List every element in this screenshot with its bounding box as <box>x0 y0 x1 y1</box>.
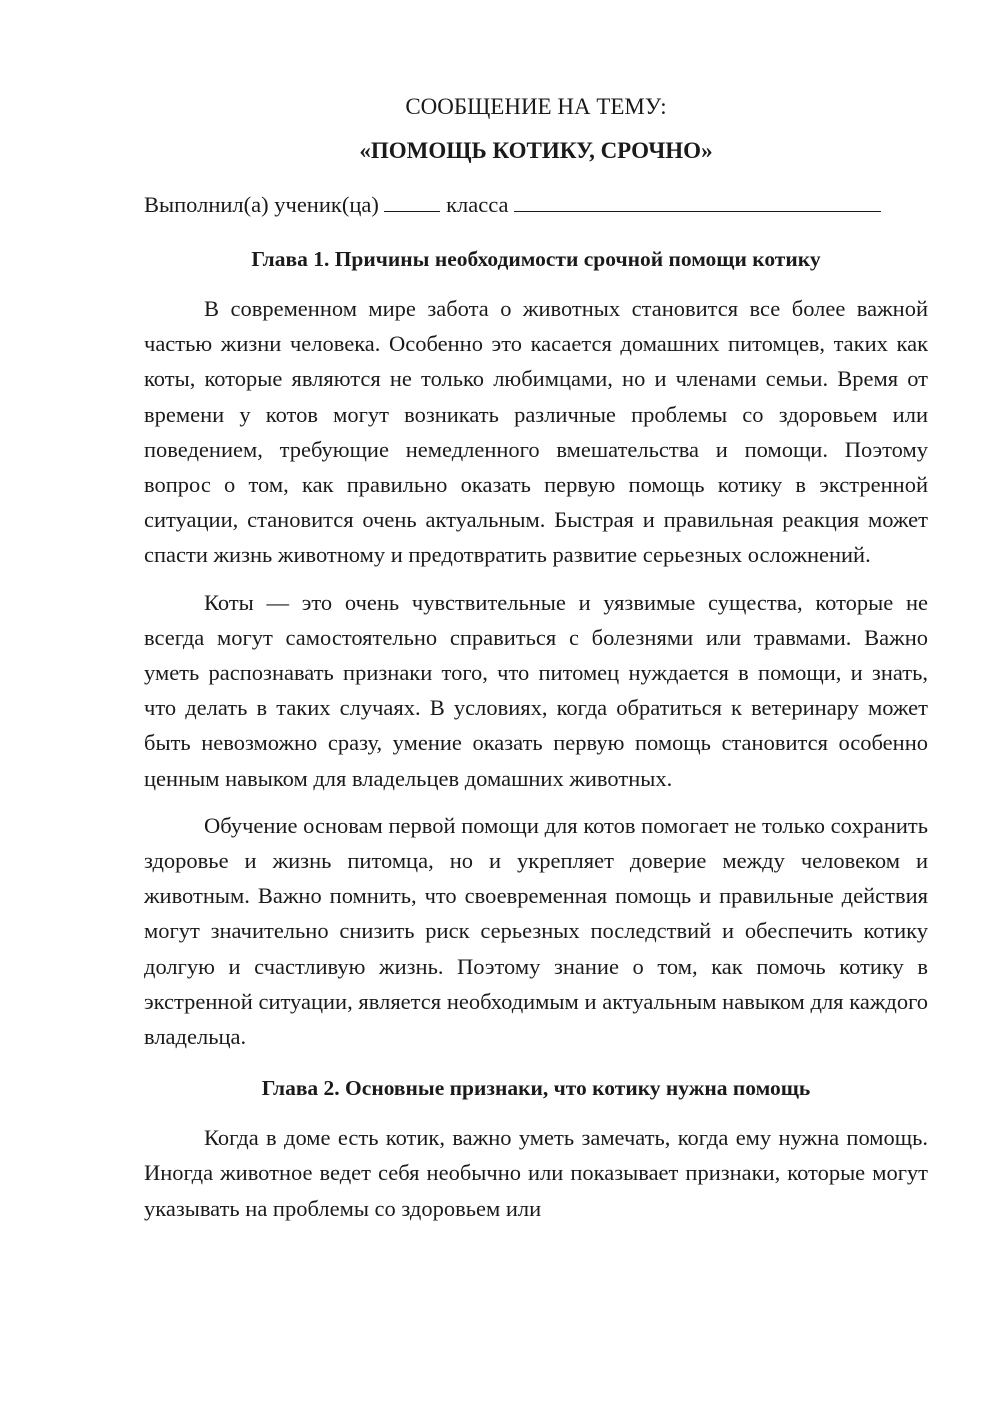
chapter-1-paragraph-1: В современном мире забота о животных становится все более важной частью жизни человека. Особенно это касается домашних питомцев, таких как коты, которые являются не только любимцами, но и членами семьи. Время от времени у котов могут возникать различные проблемы со здоровьем или поведением, требующие немедленного вмешательства и помощи. Поэтому вопрос о том, как правильно оказать первую помощь котику в экстренной ситуации, становится очень актуальным. Быстрая и правильная реакция может спасти жизнь животному и предотвратить развитие серьезных осложнений. <box>144 296 928 568</box>
chapter-1-paragraph-3: Обучение основам первой помощи для котов помогает не только сохранить здоровье и жизнь питомца, но и укрепляет доверие между человеком и животным. Важно помнить, что своевременная помощь и правильные действия могут значительно снизить риск серьезных последствий и обеспечить котику долгую и счастливую жизнь. Поэтому знание о том, как помочь котику в экстренной ситуации, является необходимым и актуальным навыком для каждого владельца. <box>144 812 928 1050</box>
document-topic-title: «ПОМОЩЬ КОТИКУ, СРОЧНО» <box>359 138 713 163</box>
name-blank-field[interactable] <box>514 191 881 212</box>
chapter-2-title: Глава 2. Основные признаки, что котику нужна помощь <box>261 1076 811 1101</box>
chapter-2-paragraph-1: Когда в доме есть котик, важно уметь замечать, когда ему нужна помощь. Иногда животное ведет себя необычно или показывает признаки, которые могут указывать на проблемы со здоровьем или <box>144 1125 928 1221</box>
grade-blank-field[interactable] <box>384 191 440 212</box>
chapter-1-paragraph-2: Коты — это очень чувствительные и уязвимые существа, которые не всегда могут самостоятельно справиться с болезнями или травмами. Важно уметь распознавать признаки того, что питомец нуждается в помощи, и знать, что делать в таких случаях. В условиях, когда обратиться к ветеринару может быть невозможно сразу, умение оказать первую помощь становится особенно ценным навыком для владельцев домашних животных. <box>144 589 928 791</box>
document-page <box>144 90 928 1226</box>
chapter-1-title: Глава 1. Причины необходимости срочной помощи котику <box>251 247 821 271</box>
class-label: класса <box>446 192 509 217</box>
performed-by-label: Выполнил(а) ученик(ца) <box>144 192 379 217</box>
document-heading: СООБЩЕНИЕ НА ТЕМУ: <box>405 94 667 119</box>
author-line <box>144 190 928 220</box>
